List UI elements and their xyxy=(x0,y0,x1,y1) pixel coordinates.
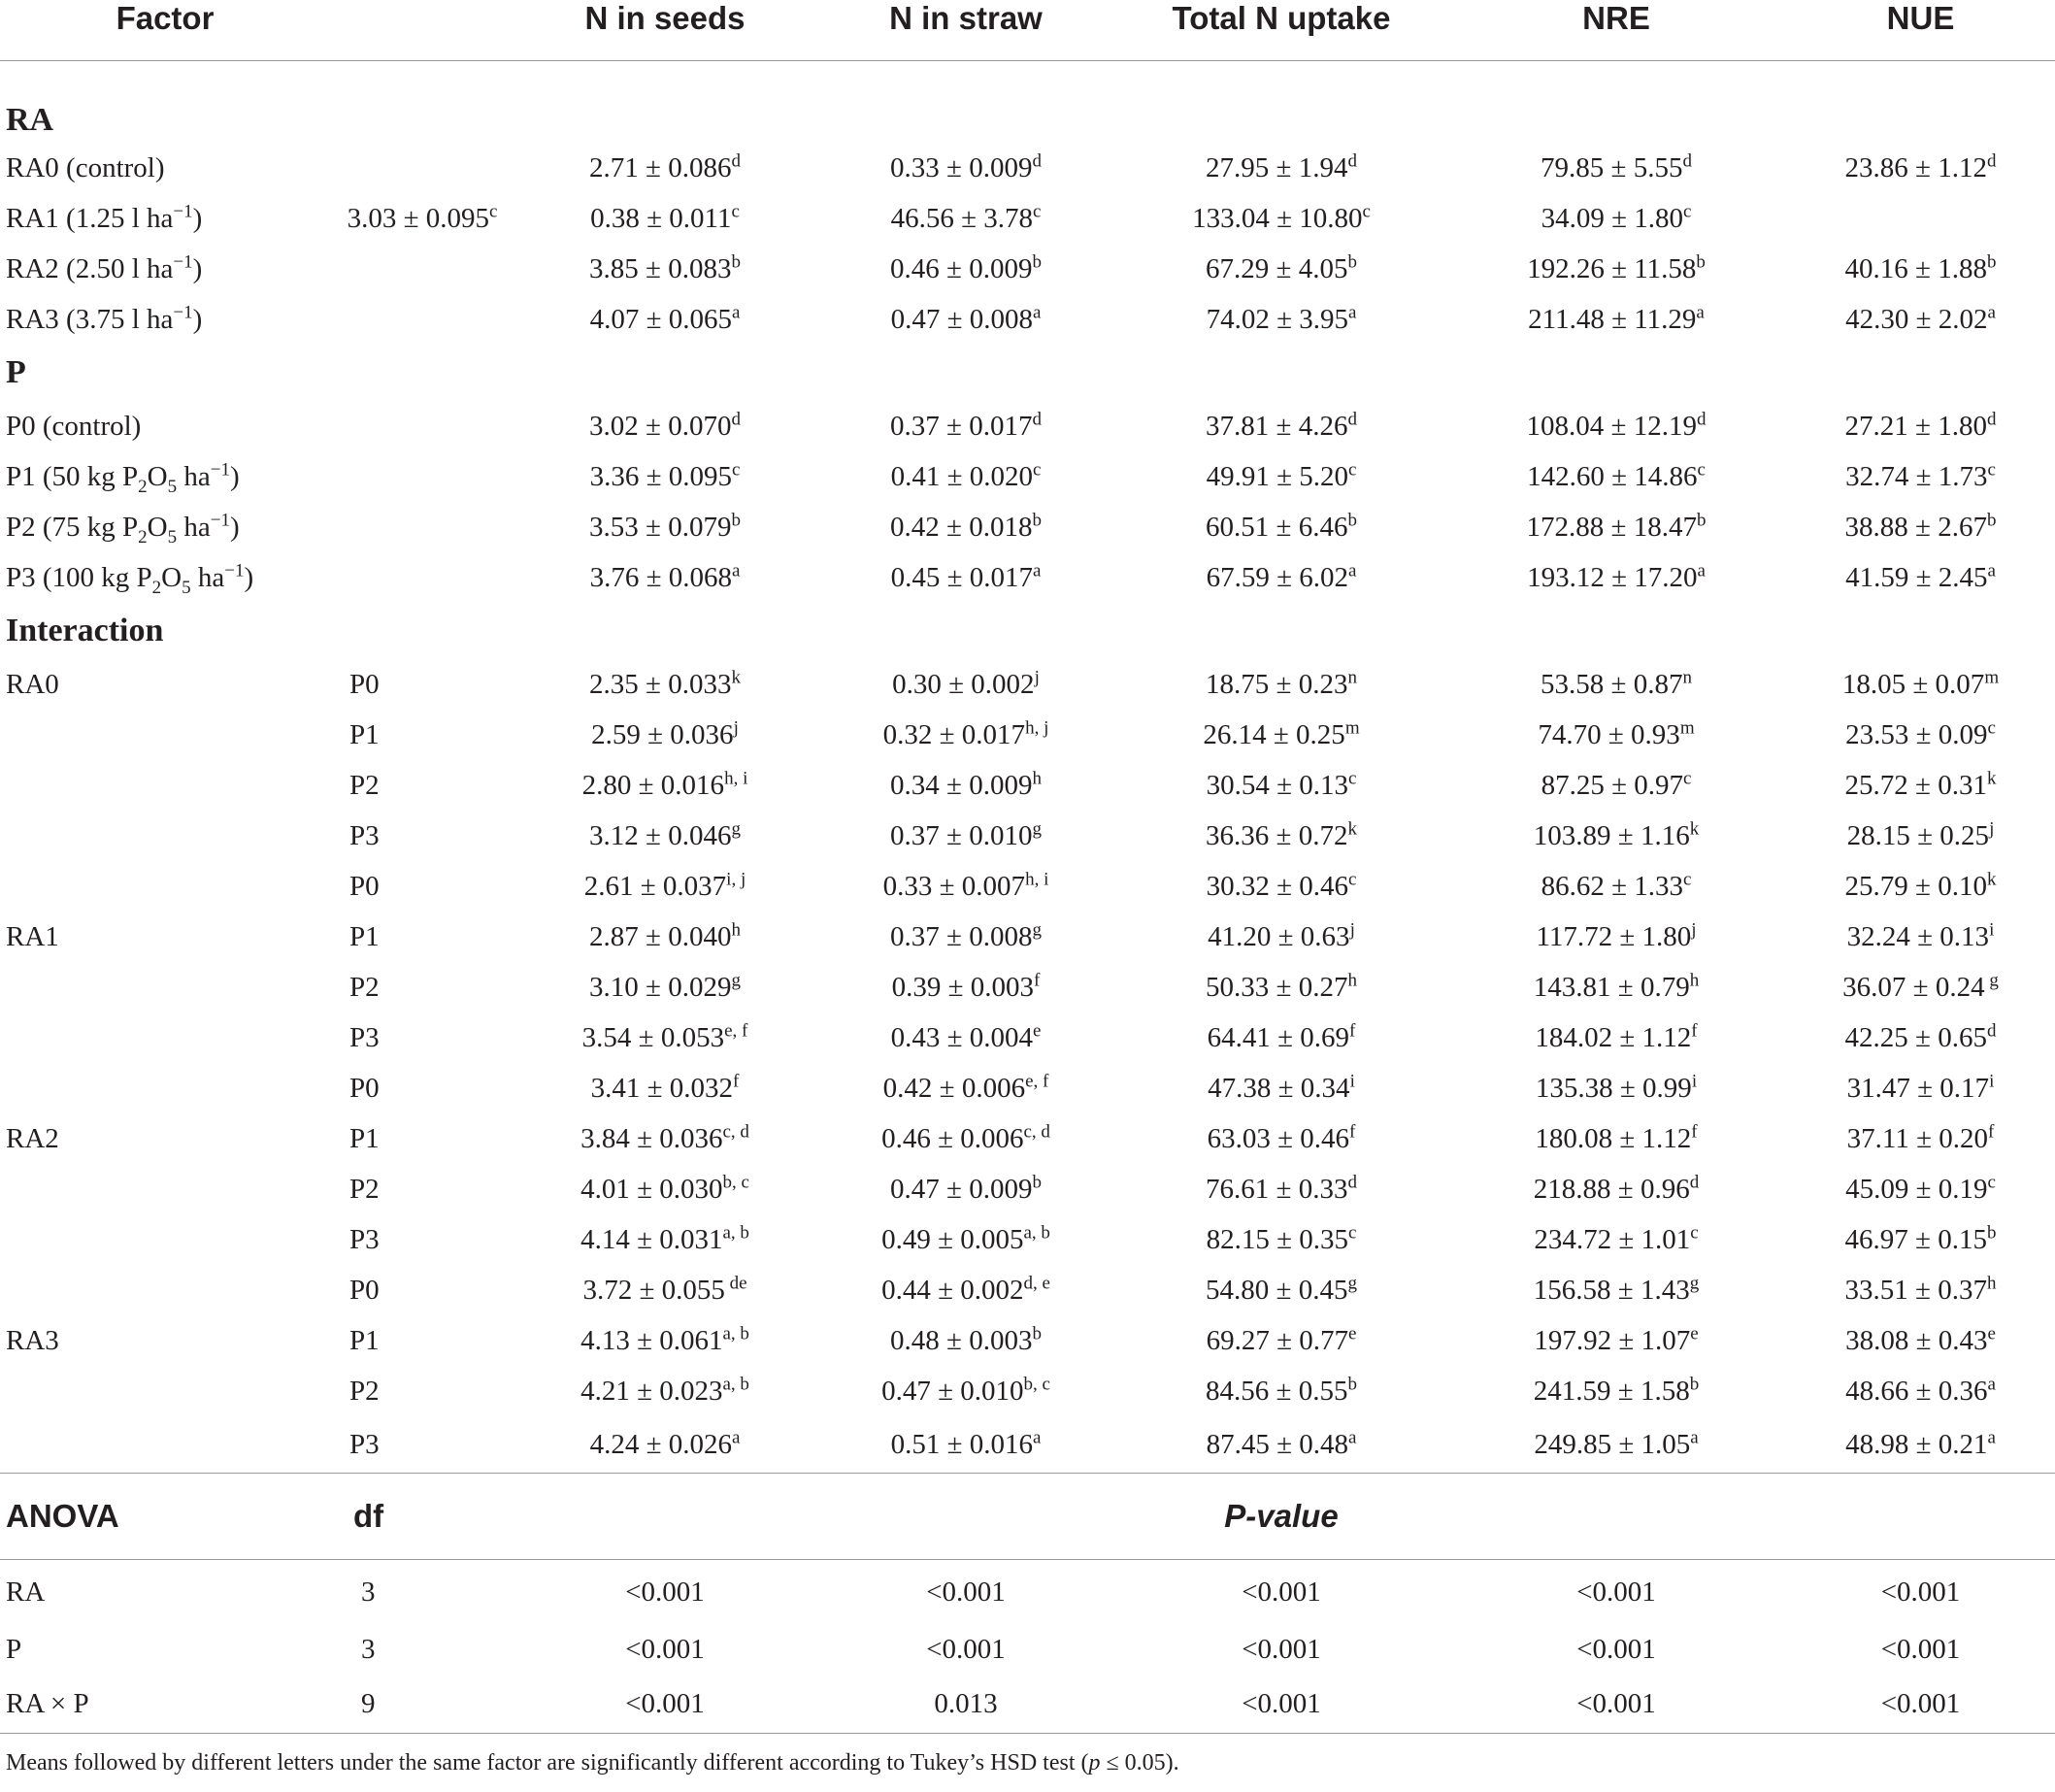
section-interaction xyxy=(0,603,2055,659)
cell-n-seeds: 3.10 ± 0.029$^g$ xyxy=(514,962,815,1012)
cell-nue: 48.98 ± 0.21$^a$ xyxy=(1786,1416,2055,1474)
table-row xyxy=(0,710,2055,760)
cell-n-straw: 0.43 ± 0.004$^e$ xyxy=(815,1012,1116,1063)
cell-nre: 86.62 ± 1.33$^c$ xyxy=(1446,861,1786,912)
table-row xyxy=(0,1315,2055,1366)
cell-nue: $31.47 \pm 0.17^i$ xyxy=(1786,1063,2055,1113)
cell-n-seeds: 3.41 ± 0.032$^f$ xyxy=(514,1063,815,1113)
cell-n-straw: 0.33 ± 0.009$^d$ xyxy=(815,143,1116,193)
cell-nre: 180.08 ± 1.12$^f$ xyxy=(1446,1113,1786,1164)
cell-nre: $135.38 \pm 0.99^i$ xyxy=(1446,1063,1786,1113)
header-factor: Factor xyxy=(0,0,330,61)
section-p xyxy=(0,345,2055,401)
cell-n-straw: $0.46 \pm 0.006^{c, d}$ xyxy=(815,1113,1116,1164)
cell-nre: 234.72 ± 1.01$^c$ xyxy=(1446,1214,1786,1265)
cell-nre: 211.48 ± 11.29$^a$ xyxy=(1446,294,1786,345)
row-ra-label: RA1 xyxy=(0,912,330,962)
cell-total-n: $26.14 \pm 0.25^m$ xyxy=(1116,710,1446,760)
cell-nue: 23.86 ± 1.12$^d$ xyxy=(1786,143,2055,193)
row-ra-label xyxy=(0,962,330,1012)
cell-nre: 218.88 ± 0.96$^d$ xyxy=(1446,1164,1786,1214)
row-ra-label: RA3 xyxy=(0,1315,330,1366)
cell-n-seeds: 3.72 ± 0.055 $^{de}$ xyxy=(514,1265,815,1315)
cell-n-seeds: $2.80 \pm 0.016^{h, i}$ xyxy=(514,760,815,811)
row-ra-label xyxy=(0,1214,330,1265)
table-row xyxy=(0,294,2055,345)
cell-n-straw: 0.51 ± 0.016$^a$ xyxy=(815,1416,1116,1474)
row-ra-label xyxy=(0,1416,330,1474)
table-row xyxy=(0,811,2055,861)
cell-n-straw: 0.47 ± 0.008$^a$ xyxy=(815,294,1116,345)
cell-nue: $25.72 \pm 0.31^k$ xyxy=(1786,760,2055,811)
cell-nre: 197.92 ± 1.07$^e$ xyxy=(1446,1315,1786,1366)
row-p-label: P1 xyxy=(330,1315,514,1366)
cell-total-n: 49.91 ± 5.20$^c$ xyxy=(1116,451,1446,502)
section-interaction-title: Interaction xyxy=(0,603,2055,659)
row-p-label: P2 xyxy=(330,962,514,1012)
cell-nue: $18.05 \pm 0.07^m$ xyxy=(1786,659,2055,710)
anova-pvalue: <0.001 xyxy=(1446,1560,1786,1625)
cell-nre: 79.85 ± 5.55$^d$ xyxy=(1446,143,1786,193)
cell-nre: $74.70 \pm 0.93^m$ xyxy=(1446,710,1786,760)
cell-total-n: 37.81 ± 4.26$^d$ xyxy=(1116,401,1446,451)
anova-row xyxy=(0,1560,2055,1625)
anova-df: 3 xyxy=(330,1624,514,1675)
cell-total-n: 63.03 ± 0.46$^f$ xyxy=(1116,1113,1446,1164)
cell-nue: $25.79 \pm 0.10^k$ xyxy=(1786,861,2055,912)
table-row xyxy=(0,143,2055,193)
row-p-label: P2 xyxy=(330,1366,514,1416)
row-p-label: P0 xyxy=(330,861,514,912)
section-p-title: P xyxy=(0,345,2055,401)
row-p-label: P1 xyxy=(330,1113,514,1164)
cell-nue: 23.53 ± 0.09$^c$ xyxy=(1786,710,2055,760)
row-p-label: P0 xyxy=(330,1265,514,1315)
header-n-seeds: N in seeds xyxy=(514,0,815,61)
anova-row xyxy=(0,1675,2055,1734)
table-row xyxy=(0,1416,2055,1474)
cell-nue: 41.59 ± 2.45$^a$ xyxy=(1786,552,2055,603)
cell-total-n: 133.04 ± 10.80$^c$ xyxy=(1116,193,1446,244)
cell-n-straw: $0.42 \pm 0.006^{e, f}$ xyxy=(815,1063,1116,1113)
anova-pvalue: <0.001 xyxy=(1446,1624,1786,1675)
cell-n-straw: 0.45 ± 0.017$^a$ xyxy=(815,552,1116,603)
anova-pvalue: <0.001 xyxy=(1786,1624,2055,1675)
table-row xyxy=(0,502,2055,552)
row-ra-label: RA2 xyxy=(0,1113,330,1164)
cell-total-n: 54.80 ± 0.45$^g$ xyxy=(1116,1265,1446,1315)
cell-n-seeds: 2.71 ± 0.086$^d$ xyxy=(514,143,815,193)
footnote: Means followed by different letters under the same factor are significantly different according to Tukey’s HSD test (p ≤ 0.05). xyxy=(0,1734,2055,1792)
cell-nre: $117.72 \pm 1.80^j$ xyxy=(1446,912,1786,962)
anova-df: 3 xyxy=(330,1560,514,1625)
cell-n-seeds: $4.14 \pm 0.031^{a, b}$ xyxy=(514,1214,815,1265)
cell-nre: $103.89 \pm 1.16^k$ xyxy=(1446,811,1786,861)
table-row xyxy=(0,1265,2055,1315)
row-p-label: P3 xyxy=(330,1214,514,1265)
table-row xyxy=(0,401,2055,451)
cell-total-n: 30.32 ± 0.46$^c$ xyxy=(1116,861,1446,912)
cell-n-seeds: $4.13 \pm 0.061^{a, b}$ xyxy=(514,1315,815,1366)
footnote-row xyxy=(0,1734,2055,1792)
cell-nue: 42.25 ± 0.65$^d$ xyxy=(1786,1012,2055,1063)
row-label: P2 (75 kg $P_2O_5$ $ha^{-1}$) xyxy=(0,502,330,552)
cell-n-seeds: $4.01 \pm 0.030^{b, c}$ xyxy=(514,1164,815,1214)
cell-nre: 192.26 ± 11.58$^b$ xyxy=(1446,244,1786,294)
section-ra-title: RA xyxy=(0,61,2055,144)
row-ra-label xyxy=(0,861,330,912)
cell-total-n: 87.45 ± 0.48$^a$ xyxy=(1116,1416,1446,1474)
row-label: P3 (100 kg $P_2O_5$ $ha^{-1}$) xyxy=(0,552,330,603)
cell-total-n: $18.75 \pm 0.23^n$ xyxy=(1116,659,1446,710)
cell-nue: 37.11 ± 0.20$^f$ xyxy=(1786,1113,2055,1164)
anova-pvalue: <0.001 xyxy=(1446,1675,1786,1734)
cell-nre: 143.81 ± 0.79$^h$ xyxy=(1446,962,1786,1012)
cell-nue: $28.15 \pm 0.25^j$ xyxy=(1786,811,2055,861)
table-row xyxy=(0,193,2055,244)
cell-n-seeds: 3.02 ± 0.070$^d$ xyxy=(514,401,815,451)
row-ra-label xyxy=(0,1063,330,1113)
cell-n-straw: $0.49 \pm 0.005^{a, b}$ xyxy=(815,1214,1116,1265)
cell-n-seeds: $2.35 \pm 0.033^k$ xyxy=(514,659,815,710)
row-p-label: P1 xyxy=(330,710,514,760)
row-p-label: P2 xyxy=(330,760,514,811)
table-row xyxy=(0,451,2055,502)
cell-total-n: $47.38 \pm 0.34^i$ xyxy=(1116,1063,1446,1113)
header-nue: NUE xyxy=(1786,0,2055,61)
row-ra-label xyxy=(0,1012,330,1063)
cell-n-straw: 0.39 ± 0.003$^f$ xyxy=(815,962,1116,1012)
cell-n-seeds: 4.24 ± 0.026$^a$ xyxy=(514,1416,815,1474)
cell-total-n: 84.56 ± 0.55$^b$ xyxy=(1116,1366,1446,1416)
header-n-straw: N in straw xyxy=(815,0,1116,61)
row-label: P1 (50 kg $P_2O_5$ $ha^{-1}$) xyxy=(0,451,330,502)
cell-nue: 38.08 ± 0.43$^e$ xyxy=(1786,1315,2055,1366)
cell-total-n: $36.36 \pm 0.72^k$ xyxy=(1116,811,1446,861)
cell-n-straw: 0.46 ± 0.009$^b$ xyxy=(815,244,1116,294)
anova-df-label: df xyxy=(330,1474,514,1560)
anova-pvalue: <0.001 xyxy=(1116,1560,1446,1625)
anova-pvalue-label: P-value xyxy=(1116,1474,1446,1560)
row-p-label: P0 xyxy=(330,659,514,710)
table-row xyxy=(0,659,2055,710)
cell-nre: 108.04 ± 12.19$^d$ xyxy=(1446,401,1786,451)
cell-n-seeds: 2.87 ± 0.040$^h$ xyxy=(514,912,815,962)
row-p-label: P3 xyxy=(330,811,514,861)
row-p-label: P1 xyxy=(330,912,514,962)
cell-nre: 87.25 ± 0.97$^c$ xyxy=(1446,760,1786,811)
row-ra-label xyxy=(0,1265,330,1315)
table-row xyxy=(0,1012,2055,1063)
row-ra-label xyxy=(0,1366,330,1416)
anova-body xyxy=(0,1560,2055,1734)
row-ra-label xyxy=(0,760,330,811)
anova-header-row xyxy=(0,1474,2055,1560)
cell-n-straw: $0.33 \pm 0.007^{h, i}$ xyxy=(815,861,1116,912)
anova-pvalue: <0.001 xyxy=(1116,1624,1446,1675)
row-ra-label xyxy=(0,1164,330,1214)
cell-nre: 241.59 ± 1.58$^b$ xyxy=(1446,1366,1786,1416)
anova-source: P xyxy=(0,1624,330,1675)
cell-shifted: 3.03 ± 0.095$^c$ xyxy=(330,193,514,244)
row-p-label: P3 xyxy=(330,1012,514,1063)
cell-nue: 45.09 ± 0.19$^c$ xyxy=(1786,1164,2055,1214)
row-label: RA0 (control) xyxy=(0,143,330,193)
anova-source: RA xyxy=(0,1560,330,1625)
table-row xyxy=(0,1113,2055,1164)
cell-total-n: 27.95 ± 1.94$^d$ xyxy=(1116,143,1446,193)
cell-n-straw: 0.47 ± 0.009$^b$ xyxy=(815,1164,1116,1214)
cell-n-seeds: $3.54 \pm 0.053^{e, f}$ xyxy=(514,1012,815,1063)
anova-pvalue: <0.001 xyxy=(815,1624,1116,1675)
cell-nre: 34.09 ± 1.80$^c$ xyxy=(1446,193,1786,244)
cell-n-seeds: $2.61 \pm 0.037^{i, j}$ xyxy=(514,861,815,912)
anova-pvalue: <0.001 xyxy=(1786,1560,2055,1625)
table-row xyxy=(0,1063,2055,1113)
table-row xyxy=(0,912,2055,962)
header-empty xyxy=(330,0,514,61)
cell-n-straw: $0.30 \pm 0.002^j$ xyxy=(815,659,1116,710)
cell-n-straw: 0.48 ± 0.003$^b$ xyxy=(815,1315,1116,1366)
table-row xyxy=(0,1366,2055,1416)
row-ra-label xyxy=(0,811,330,861)
cell-total-n: 74.02 ± 3.95$^a$ xyxy=(1116,294,1446,345)
anova-pvalue: <0.001 xyxy=(514,1560,815,1625)
anova-pvalue: <0.001 xyxy=(514,1624,815,1675)
header-nre: NRE xyxy=(1446,0,1786,61)
table-row xyxy=(0,760,2055,811)
table-row xyxy=(0,552,2055,603)
anova-title: ANOVA xyxy=(0,1474,330,1560)
cell-n-seeds: 3.76 ± 0.068$^a$ xyxy=(514,552,815,603)
anova-row xyxy=(0,1624,2055,1675)
cell-n-straw: $0.32 \pm 0.017^{h, j}$ xyxy=(815,710,1116,760)
cell-nre: 193.12 ± 17.20$^a$ xyxy=(1446,552,1786,603)
cell-n-straw: 46.56 ± 3.78$^c$ xyxy=(815,193,1116,244)
cell-n-straw: $0.44 \pm 0.002^{d, e}$ xyxy=(815,1265,1116,1315)
cell-nue: 40.16 ± 1.88$^b$ xyxy=(1786,244,2055,294)
cell-nue: 42.30 ± 2.02$^a$ xyxy=(1786,294,2055,345)
interaction-body xyxy=(0,659,2055,1474)
row-p-label: P3 xyxy=(330,1416,514,1474)
table-row xyxy=(0,244,2055,294)
row-p-label: P0 xyxy=(330,1063,514,1113)
table-row xyxy=(0,1164,2055,1214)
anova-pvalue: <0.001 xyxy=(1786,1675,2055,1734)
cell-total-n: 82.15 ± 0.35$^c$ xyxy=(1116,1214,1446,1265)
row-ra-label xyxy=(0,710,330,760)
cell-total-n: 60.51 ± 6.46$^b$ xyxy=(1116,502,1446,552)
cell-n-seeds: $3.84 \pm 0.036^{c, d}$ xyxy=(514,1113,815,1164)
anova-source: RA × P xyxy=(0,1675,330,1734)
cell-nue: 36.07 ± 0.24 $^g$ xyxy=(1786,962,2055,1012)
table-row xyxy=(0,861,2055,912)
row-label: P0 (control) xyxy=(0,401,330,451)
cell-total-n: 64.41 ± 0.69$^f$ xyxy=(1116,1012,1446,1063)
cell-total-n: 50.33 ± 0.27$^h$ xyxy=(1116,962,1446,1012)
cell-n-seeds: 3.36 ± 0.095$^c$ xyxy=(514,451,815,502)
cell-n-straw: 0.41 ± 0.020$^c$ xyxy=(815,451,1116,502)
cell-total-n: 30.54 ± 0.13$^c$ xyxy=(1116,760,1446,811)
cell-nre: $53.58 \pm 0.87^n$ xyxy=(1446,659,1786,710)
cell-nue: 27.21 ± 1.80$^d$ xyxy=(1786,401,2055,451)
anova-pvalue: <0.001 xyxy=(514,1675,815,1734)
row-label: RA2 (2.50 l $ha^{-1}$) xyxy=(0,244,330,294)
cell-n-seeds: 3.53 ± 0.079$^b$ xyxy=(514,502,815,552)
cell-n-seeds: 4.07 ± 0.065$^a$ xyxy=(514,294,815,345)
table-row xyxy=(0,962,2055,1012)
anova-pvalue: 0.013 xyxy=(815,1675,1116,1734)
cell-nue: 38.88 ± 2.67$^b$ xyxy=(1786,502,2055,552)
cell-n-seeds: 3.85 ± 0.083$^b$ xyxy=(514,244,815,294)
cell-n-seeds: 0.38 ± 0.011$^c$ xyxy=(514,193,815,244)
cell-nre: 249.85 ± 1.05$^a$ xyxy=(1446,1416,1786,1474)
cell-n-straw: 0.37 ± 0.010$^g$ xyxy=(815,811,1116,861)
cell-n-straw: 0.42 ± 0.018$^b$ xyxy=(815,502,1116,552)
cell-total-n: 76.61 ± 0.33$^d$ xyxy=(1116,1164,1446,1214)
cell-nue: $32.24 \pm 0.13^i$ xyxy=(1786,912,2055,962)
cell-nre: 156.58 ± 1.43$^g$ xyxy=(1446,1265,1786,1315)
section-ra xyxy=(0,61,2055,144)
cell-nue xyxy=(1786,193,2055,244)
cell-n-straw: 0.37 ± 0.017$^d$ xyxy=(815,401,1116,451)
cell-nue: 48.66 ± 0.36$^a$ xyxy=(1786,1366,2055,1416)
cell-total-n: 67.29 ± 4.05$^b$ xyxy=(1116,244,1446,294)
cell-n-straw: 0.34 ± 0.009$^h$ xyxy=(815,760,1116,811)
cell-n-straw: 0.37 ± 0.008$^g$ xyxy=(815,912,1116,962)
cell-n-seeds: 3.12 ± 0.046$^g$ xyxy=(514,811,815,861)
anova-pvalue: <0.001 xyxy=(815,1560,1116,1625)
row-label: RA1 (1.25 l $ha^{-1}$) xyxy=(0,193,330,244)
anova-pvalue: <0.001 xyxy=(1116,1675,1446,1734)
cell-nre: 142.60 ± 14.86$^c$ xyxy=(1446,451,1786,502)
cell-n-seeds: $4.21 \pm 0.023^{a, b}$ xyxy=(514,1366,815,1416)
cell-total-n: 67.59 ± 6.02$^a$ xyxy=(1116,552,1446,603)
table-row xyxy=(0,1214,2055,1265)
cell-nre: 172.88 ± 18.47$^b$ xyxy=(1446,502,1786,552)
cell-nue: 32.74 ± 1.73$^c$ xyxy=(1786,451,2055,502)
anova-df: 9 xyxy=(330,1675,514,1734)
cell-nue: 46.97 ± 0.15$^b$ xyxy=(1786,1214,2055,1265)
cell-nue: 33.51 ± 0.37$^h$ xyxy=(1786,1265,2055,1315)
cell-nre: 184.02 ± 1.12$^f$ xyxy=(1446,1012,1786,1063)
row-p-label: P2 xyxy=(330,1164,514,1214)
cell-total-n: 69.27 ± 0.77$^e$ xyxy=(1116,1315,1446,1366)
cell-n-straw: $0.47 \pm 0.010^{b, c}$ xyxy=(815,1366,1116,1416)
cell-total-n: $41.20 \pm 0.63^j$ xyxy=(1116,912,1446,962)
row-ra-label: RA0 xyxy=(0,659,330,710)
header-row xyxy=(0,0,2055,61)
row-label: RA3 (3.75 l $ha^{-1}$) xyxy=(0,294,330,345)
header-total-n: Total N uptake xyxy=(1116,0,1446,61)
cell-n-seeds: $2.59 \pm 0.036^j$ xyxy=(514,710,815,760)
